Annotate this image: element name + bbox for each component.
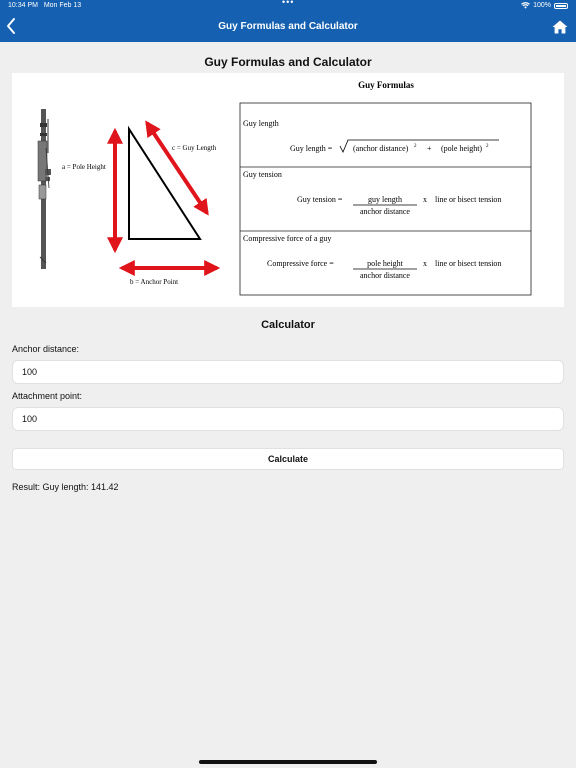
svg-text:x: x [423, 259, 427, 268]
svg-text:(anchor distance): (anchor distance) [353, 144, 409, 153]
anchor-distance-label: Anchor distance: [12, 344, 80, 354]
battery-percent: 100% [533, 2, 551, 9]
svg-text:line or bisect tension: line or bisect tension [435, 259, 502, 268]
status-right [521, 2, 568, 9]
svg-text:2: 2 [414, 144, 417, 149]
home-indicator[interactable] [199, 760, 377, 764]
guy-length-arrow [147, 123, 207, 213]
guy-length-label: c = Guy Length [172, 144, 217, 152]
result-text: Result: Guy length: 141.42 [12, 482, 119, 492]
calculator-heading: Calculator [261, 319, 315, 331]
pole-illustration [38, 109, 51, 269]
formula-guy-length [243, 119, 499, 153]
pole-height-label: a = Pole Height [62, 163, 106, 171]
svg-text:2: 2 [486, 144, 489, 149]
svg-text:line or bisect tension: line or bisect tension [435, 195, 502, 204]
formula-image-panel [12, 73, 564, 307]
formula-title: Compressive force of a guy [243, 234, 332, 243]
anchor-distance-input[interactable]: 100 [12, 360, 564, 384]
svg-text:anchor distance: anchor distance [360, 207, 410, 216]
attachment-point-input[interactable]: 100 [12, 407, 564, 431]
svg-text:x: x [423, 195, 427, 204]
multitasking-dots[interactable]: ••• [282, 0, 295, 7]
guy-diagram [12, 73, 564, 307]
formula-title: Guy length [243, 119, 279, 128]
status-time: 10:34 PM Mon Feb 13 [8, 2, 82, 9]
nav-title: Guy Formulas and Calculator [218, 21, 358, 32]
svg-text:+: + [427, 144, 432, 153]
svg-text:Guy tension =: Guy tension = [297, 195, 343, 204]
svg-text:Guy length =: Guy length = [290, 144, 333, 153]
calculate-button[interactable]: Calculate [12, 448, 564, 470]
formula-compressive-force [243, 234, 501, 280]
svg-text:guy length: guy length [368, 195, 402, 204]
anchor-point-label: b = Anchor Point [130, 278, 179, 286]
wifi-icon [521, 2, 530, 9]
page-title: Guy Formulas and Calculator [204, 55, 372, 69]
status-bar [0, 0, 576, 12]
battery-icon [554, 3, 568, 9]
navigation-bar [0, 12, 576, 42]
formula-title: Guy tension [243, 170, 282, 179]
formulas-heading: Guy Formulas [358, 80, 414, 90]
formula-guy-tension [243, 170, 501, 216]
svg-text:pole height: pole height [367, 259, 403, 268]
svg-text:(pole height): (pole height) [441, 144, 483, 153]
attachment-point-label: Attachment point: [12, 391, 83, 401]
svg-text:anchor distance: anchor distance [360, 271, 410, 280]
home-icon[interactable] [552, 20, 568, 34]
svg-text:Compressive force =: Compressive force = [267, 259, 334, 268]
